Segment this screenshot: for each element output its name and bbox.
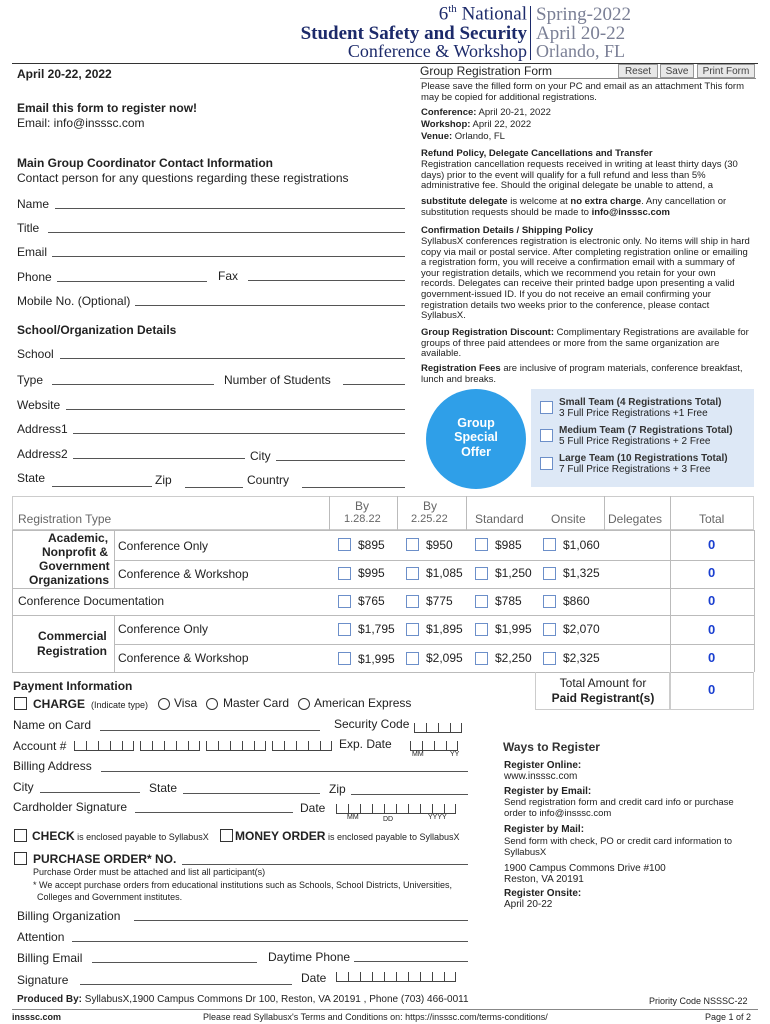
date-label: Date [300,801,326,815]
price-checkbox[interactable] [543,595,556,608]
school-label: School [17,347,54,361]
account-field-1[interactable] [74,737,134,751]
col-delegates: Delegates [608,512,663,526]
name-field[interactable] [55,208,405,209]
online-label: Register Online: [504,760,582,771]
priority-code: Priority Code NSSSC-22 [649,996,748,1006]
mobile-label: Mobile No. (Optional) [17,294,131,308]
medium-team-title: Medium Team (7 Registrations Total) [559,425,733,436]
city-label: City [250,449,271,463]
large-team-title: Large Team (10 Registrations Total) [559,453,728,464]
po-field[interactable] [182,864,468,865]
side-line1: Spring-2022 [536,4,631,25]
state-field2[interactable] [183,793,320,794]
type-field[interactable] [52,384,214,385]
price: $1,250 [495,566,532,580]
conference-dates: Conference: April 20-21, 2022 [421,107,551,118]
row2-label: Conference & Workshop [118,567,249,581]
yy-hint: YY [450,751,460,758]
col-total: Total [699,512,725,526]
onsite-label: Register Onsite: [504,888,582,899]
row-total: 0 [708,622,716,637]
daytime-phone-label: Daytime Phone [268,950,351,964]
price-checkbox[interactable] [543,623,556,636]
reset-button[interactable]: Reset [618,64,658,78]
fax-field[interactable] [248,280,405,281]
coord-sub: Contact person for any questions regarding these registrations [17,171,349,185]
phone-label: Phone [17,270,52,284]
large-team-checkbox[interactable] [540,457,553,470]
email-label: Email [17,245,48,259]
row-total: 0 [708,650,716,665]
title-divider [530,6,531,60]
signature-field[interactable] [80,984,292,985]
date-field2[interactable] [336,968,456,982]
online-val: www.insssc.com [504,771,578,782]
website-label: Website [17,398,61,412]
visa-label: Visa [174,696,198,710]
confirm-text: SyllabusX conferences registration is electronic only. No items will ship in hard copy via mail or postal service. After completing registration online or emailing a registration form, you will receive a confirmation email with a summary of your registration details, which we recommend you retain for your own records. Delegates can receive their printed badge upon presenting a valid government-issued ID. If you do not receive an email confirming your registration details two weeks prior to the conference, please contact SyllabusX. [421,236,750,322]
email-field[interactable] [52,256,405,257]
email-reg-label: Register by Email: [504,786,592,797]
po-checkbox[interactable] [14,852,27,865]
account-field-3[interactable] [206,737,266,751]
billing-address-label: Billing Address [13,759,92,773]
billing-email-label: Billing Email [17,951,83,965]
state-label2: State [149,781,178,795]
col-onsite: Onsite [551,512,586,526]
col-by1: By [355,499,370,513]
price-checkbox[interactable] [406,623,419,636]
price: $1,325 [563,566,600,580]
row-total: 0 [708,565,716,580]
mm-hint2: MM [347,814,359,821]
account-label: Account # [13,739,67,753]
large-team-sub: 7 Full Price Registrations + 3 Free [559,464,711,475]
price: $995 [358,566,385,580]
mobile-field[interactable] [135,305,405,306]
medium-team-checkbox[interactable] [540,429,553,442]
title-line1: 6th National [438,3,527,25]
state-field[interactable] [52,486,152,487]
check-label: CHECK is enclosed payable to SyllabusX [32,829,209,843]
offer-l3: Offer [461,445,491,459]
mail-addr1: 1900 Campus Commons Drive #100 [504,863,666,874]
mail-val: Send form with check, PO or credit card information to SyllabusX [504,836,733,858]
onsite-val: April 20-22 [504,899,553,910]
row1-label: Conference Only [118,539,209,553]
page-number: Page 1 of 2 [705,1012,752,1022]
col-standard: Standard [475,512,524,526]
price: $1,085 [426,566,463,580]
price: $2,250 [495,651,532,665]
workshop-dates: Workshop: April 22, 2022 [421,119,532,130]
save-button[interactable]: Save [660,64,694,78]
medium-team-sub: 5 Full Price Registrations + 2 Free [559,436,711,447]
price-checkbox[interactable] [338,538,351,551]
price: $1,795 [358,622,395,636]
fees-text: Registration Fees are inclusive of program materials, conference breakfast, lunch and breaks. [421,363,743,385]
name-on-card-label: Name on Card [13,718,92,732]
coord-heading: Main Group Coordinator Contact Information [17,156,273,170]
col-by2-date: 2.25.22 [411,513,448,525]
ways-heading: Ways to Register [503,740,600,754]
address1-label: Address1 [17,422,68,436]
site-link[interactable]: insssc.com [12,1012,62,1022]
city-field[interactable] [276,460,405,461]
yyyy-hint: YYYY [428,814,447,821]
name-on-card-field[interactable] [100,730,320,731]
price: $775 [426,594,453,608]
price: $895 [358,538,385,552]
row3-label: Conference Documentation [18,594,165,608]
website-field[interactable] [66,409,405,410]
num-students-label: Number of Students [224,373,331,387]
form-title: Group Registration Form [420,64,553,78]
price-checkbox[interactable] [475,595,488,608]
title-line3: Conference & Workshop [347,41,527,61]
price-checkbox[interactable] [543,652,556,665]
price: $765 [358,594,385,608]
price-checkbox[interactable] [475,567,488,580]
commercial-l1: Commercial [38,629,107,643]
commercial-l2: Registration [37,644,108,658]
side-line3: Orlando, FL [536,41,625,61]
state-label: State [17,471,46,485]
school-field[interactable] [60,358,405,359]
zip-field2[interactable] [351,794,468,795]
phone-field[interactable] [57,281,207,282]
price-checkbox[interactable] [338,595,351,608]
price: $1,995 [358,652,395,666]
amex-radio[interactable] [298,698,310,710]
terms-link[interactable]: Please read Syllabusx's Terms and Conditions on: https://insssc.com/terms-conditions/ [203,1012,548,1022]
mm-hint: MM [412,751,424,758]
price-checkbox[interactable] [475,538,488,551]
venue: Venue: Orlando, FL [421,131,505,142]
account-field-4[interactable] [272,737,332,751]
country-label: Country [247,473,290,487]
mastercard-radio[interactable] [206,698,218,710]
small-team-title: Small Team (4 Registrations Total) [559,397,722,408]
row-total: 0 [708,593,716,608]
po-note2: * We accept purchase orders from educational institutions such as Schools, School Districts, Universities, [33,880,453,890]
city-field2[interactable] [40,792,140,793]
price: $985 [495,538,522,552]
price: $1,060 [563,538,600,552]
org-heading: School/Organization Details [17,323,177,337]
produced-by: Produced By: SyllabusX,1900 Campus Commons Dr 100, Reston, VA 20191 , Phone (703) 466-0011 [17,994,469,1005]
footer-rule [12,1009,758,1010]
grand-total: 0 [708,682,716,697]
security-code-field[interactable] [414,719,462,733]
academic-l3: Government [39,559,110,573]
email-heading: Email this form to register now! [17,101,198,115]
charge-label: CHARGE [33,697,86,711]
billing-org-field[interactable] [134,920,468,921]
attention-field[interactable] [72,941,468,942]
price-checkbox[interactable] [338,652,351,665]
small-team-checkbox[interactable] [540,401,553,414]
academic-l2: Nonprofit & [42,545,108,559]
money-order-checkbox[interactable] [220,829,233,842]
side-line2: April 20-22 [536,23,626,44]
title-line2: Student Safety and Security [300,23,527,44]
event-date: April 20-22, 2022 [17,67,112,81]
mail-addr2: Reston, VA 20191 [504,874,584,885]
billing-email-field[interactable] [92,962,257,963]
exp-date-label: Exp. Date [339,737,392,751]
academic-l1: Academic, [48,531,109,545]
account-field-2[interactable] [140,737,200,751]
offer-l1: Group [457,416,495,430]
indicate-type: (Indicate type) [91,700,149,710]
fax-label: Fax [218,269,239,283]
confirm-heading: Confirmation Details / Shipping Policy [421,225,594,236]
daytime-phone-field[interactable] [354,961,468,962]
address2-field[interactable] [73,458,245,459]
zip-field[interactable] [185,487,243,488]
price-checkbox[interactable] [475,652,488,665]
security-code-label: Security Code [334,717,410,731]
dd-hint: DD [383,816,394,823]
check-checkbox[interactable] [14,829,27,842]
country-field[interactable] [302,487,405,488]
refund-text: Registration cancellation requests received in writing at least thirty days (30 days) prior to the event will qualify for a full refund and less than 5% administrative fee. Should the original delegate be unable to attend, a [421,159,738,192]
price-checkbox[interactable] [543,567,556,580]
refund-heading: Refund Policy, Delegate Cancellations and Transfer [421,148,653,159]
row-total: 0 [708,537,716,552]
price-checkbox[interactable] [543,538,556,551]
offer-l2: Special [454,430,498,444]
zip-label2: Zip [329,782,346,796]
billing-org-label: Billing Organization [17,909,121,923]
right-rule [420,78,756,79]
price: $2,070 [563,622,600,636]
title-field[interactable] [48,232,405,233]
email-line: Email: info@insssc.com [17,116,145,130]
payment-heading: Payment Information [13,679,133,693]
cardholder-sig-field[interactable] [135,812,293,813]
price-checkbox[interactable] [338,623,351,636]
attention-label: Attention [17,930,65,944]
email-reg-val: Send registration form and credit card info or purchase order to info@insssc.com [504,797,734,819]
price: $950 [426,538,453,552]
print-form-button[interactable]: Print Form [697,64,755,78]
charge-checkbox[interactable] [14,697,27,710]
save-note: Please save the filled form on your PC and email as an attachment This form may be copied for additional registrations. [421,81,744,103]
price-checkbox[interactable] [406,652,419,665]
mastercard-label: Master Card [223,696,290,710]
total-amount-l1: Total Amount for [559,676,647,690]
zip-label: Zip [155,473,172,487]
price-checkbox[interactable] [406,595,419,608]
visa-radio[interactable] [158,698,170,710]
substitute-text: substitute delegate is welcome at no extra charge. Any cancellation or substitution requests should be made to info@insssc.com [421,196,727,218]
billing-address-field[interactable] [101,771,468,772]
price: $785 [495,594,522,608]
price: $2,325 [563,651,600,665]
po-label: PURCHASE ORDER* NO. [33,852,177,866]
col-by1-date: 1.28.22 [344,513,381,525]
date-field[interactable] [336,800,456,814]
address1-field[interactable] [73,433,405,434]
col-by2: By [423,499,438,513]
row4-label: Conference Only [118,622,209,636]
address2-label: Address2 [17,447,68,461]
price-checkbox[interactable] [406,538,419,551]
title-label: Title [17,221,40,235]
discount-text: Group Registration Discount: Complimentary Registrations are available for groups of three paid attendees or more from the same organization are available. [421,327,749,360]
exp-date-field[interactable] [410,737,458,751]
price-checkbox[interactable] [406,567,419,580]
po-note3: Colleges and Government institutes. [37,892,183,902]
mail-label: Register by Mail: [504,824,585,835]
signature-label: Signature [17,973,69,987]
price: $860 [563,594,590,608]
cardholder-sig-label: Cardholder Signature [13,800,128,814]
price: $1,895 [426,622,463,636]
small-team-sub: 3 Full Price Registrations +1 Free [559,408,708,419]
type-label: Type [17,373,44,387]
money-order-label: MONEY ORDER is enclosed payable to SyllabusX [235,829,460,843]
reg-type-header: Registration Type [18,512,112,526]
price: $2,095 [426,651,463,665]
amex-label: American Express [314,696,412,710]
price: $1,995 [495,622,532,636]
num-students-field[interactable] [343,384,405,385]
name-label: Name [17,197,50,211]
total-amount-l2: Paid Registrant(s) [551,691,655,705]
city-label2: City [13,780,34,794]
price-checkbox[interactable] [475,623,488,636]
date-label2: Date [301,971,327,985]
price-checkbox[interactable] [338,567,351,580]
row5-label: Conference & Workshop [118,651,249,665]
academic-l4: Organizations [29,573,110,587]
po-note1: Purchase Order must be attached and list all participant(s) [33,867,266,877]
